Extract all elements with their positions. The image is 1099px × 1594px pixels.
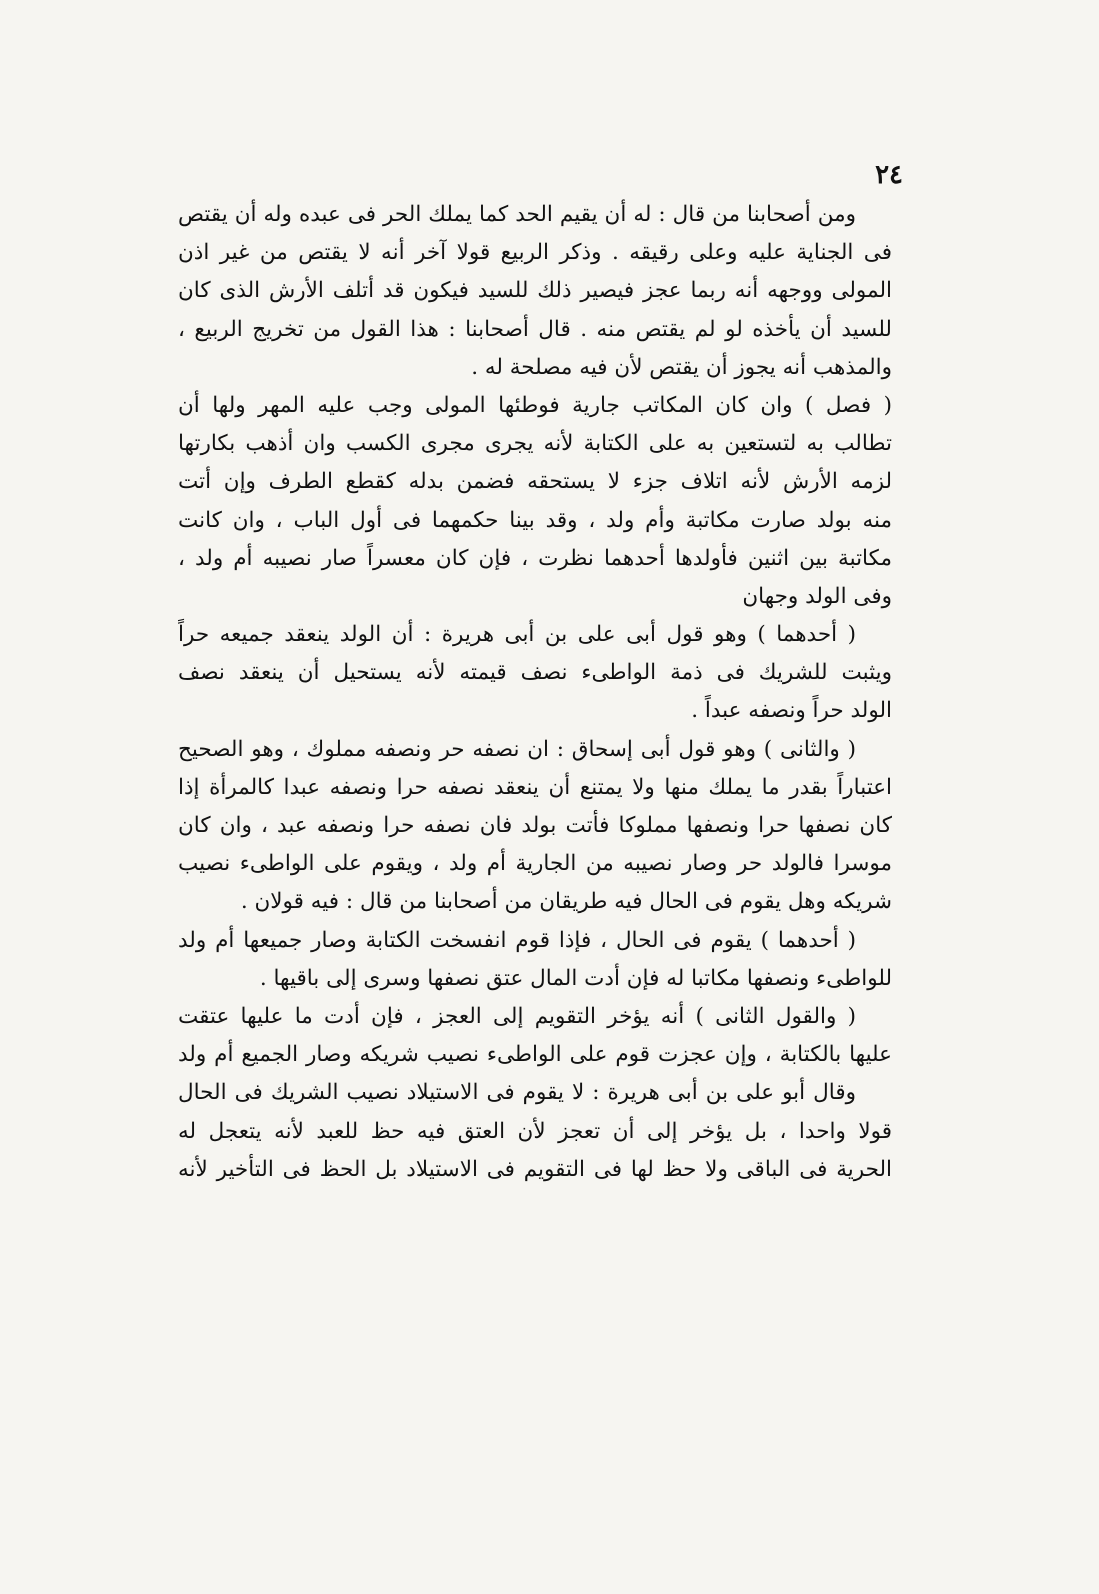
text-line: منه بولد صارت مكاتبة وأم ولد ، وقد بينا حكمهما فى أول الباب ، وان كانت xyxy=(178,507,892,533)
text-line: كان نصفها حرا ونصفها مملوكا فأتت بولد فان نصفه حرا ونصفه عبد ، وان كان xyxy=(178,813,892,838)
text-line: ( والقول الثانى ) أنه يؤخر التقويم إلى العجز ، فإن أدت ما عليها عتقت xyxy=(178,1003,856,1029)
text-line: قولا واحدا ، بل يؤخر إلى أن تعجز لأن العتق فيه حظ للعبد لأنه يتعجل له xyxy=(178,1118,892,1144)
text-line: الحرية فى الباقى ولا حظ لها فى التقويم فى الاستيلاد بل الحظ فى التأخير لأنه xyxy=(178,1156,892,1182)
text-line: المولى ووجهه أنه ربما عجز فيصير ذلك للسيد فيكون قد أتلف الأرش الذى كان xyxy=(178,278,892,304)
text-line: شريكه وهل يقوم فى الحال فيه طريقان من أصحابنا من قال : فيه قولان . xyxy=(240,889,892,915)
text-line: للواطىء ونصفها مكاتبا له فإن أدت المال عتق نصفها وسرى إلى باقيها . xyxy=(259,965,892,991)
text-line: فى الجناية عليه وعلى رقيقه . وذكر الربيع قولا آخر أنه لا يقتص من غير اذن xyxy=(178,240,892,266)
text-line: وقال أبو على بن أبى هريرة : لا يقوم فى الاستيلاد نصيب الشريك فى الحال xyxy=(178,1080,856,1106)
page-number: ٢٤ xyxy=(875,160,903,190)
text-line: ( أحدهما ) يقوم فى الحال ، فإذا قوم انفسخت الكتابة وصار جميعها أم ولد xyxy=(178,927,856,953)
text-line: لزمه الأرش لأنه اتلاف جزء لا يستحقه فضمن بدله كقطع الطرف وإن أتت xyxy=(178,469,892,495)
text-line: ويثبت للشريك فى ذمة الواطىء نصف قيمته لأنه يستحيل أن ينعقد نصف xyxy=(178,660,892,686)
body-text xyxy=(178,196,892,1189)
text-line: ( فصل ) وان كان المكاتب جارية فوطئها المولى وجب عليه المهر ولها أن xyxy=(178,392,892,418)
text-line: تطالب به لتستعين به على الكتابة لأنه يجرى مجرى الكسب وان أذهب بكارتها xyxy=(178,431,892,457)
text-line: ( أحدهما ) وهو قول أبى على بن أبى هريرة : أن الولد ينعقد جميعه حراً xyxy=(178,622,856,648)
text-line: والمذهب أنه يجوز أن يقتص لأن فيه مصلحة له . xyxy=(471,354,892,380)
text-line: وفى الولد وجهان xyxy=(742,583,892,609)
text-line: ومن أصحابنا من قال : له أن يقيم الحد كما يملك الحر فى عبده وله أن يقتص xyxy=(178,202,856,227)
text-line: ( والثانى ) وهو قول أبى إسحاق : ان نصفه حر ونصفه مملوك ، وهو الصحيح xyxy=(178,736,856,762)
text-line: مكاتبة بين اثنين فأولدها أحدهما نظرت ، فإن كان معسراً صار نصيبه أم ولد ، xyxy=(178,545,892,571)
text-line: عليها بالكتابة ، وإن عجزت قوم على الواطىء نصيب شريكه وصار الجميع أم ولد xyxy=(178,1042,892,1068)
text-line: موسرا فالولد حر وصار نصيبه من الجارية أم ولد ، ويقوم على الواطىء نصيب xyxy=(178,851,892,877)
text-line: للسيد أن يأخذه لو لم يقتص منه . قال أصحابنا : هذا القول من تخريج الربيع ، xyxy=(178,316,892,342)
text-line: الولد حراً ونصفه عبداً . xyxy=(691,698,892,724)
text-line: اعتباراً بقدر ما يملك منها ولا يمتنع أن ينعقد نصفه حرا ونصفه عبدا كالمرأة إذا xyxy=(178,774,892,800)
